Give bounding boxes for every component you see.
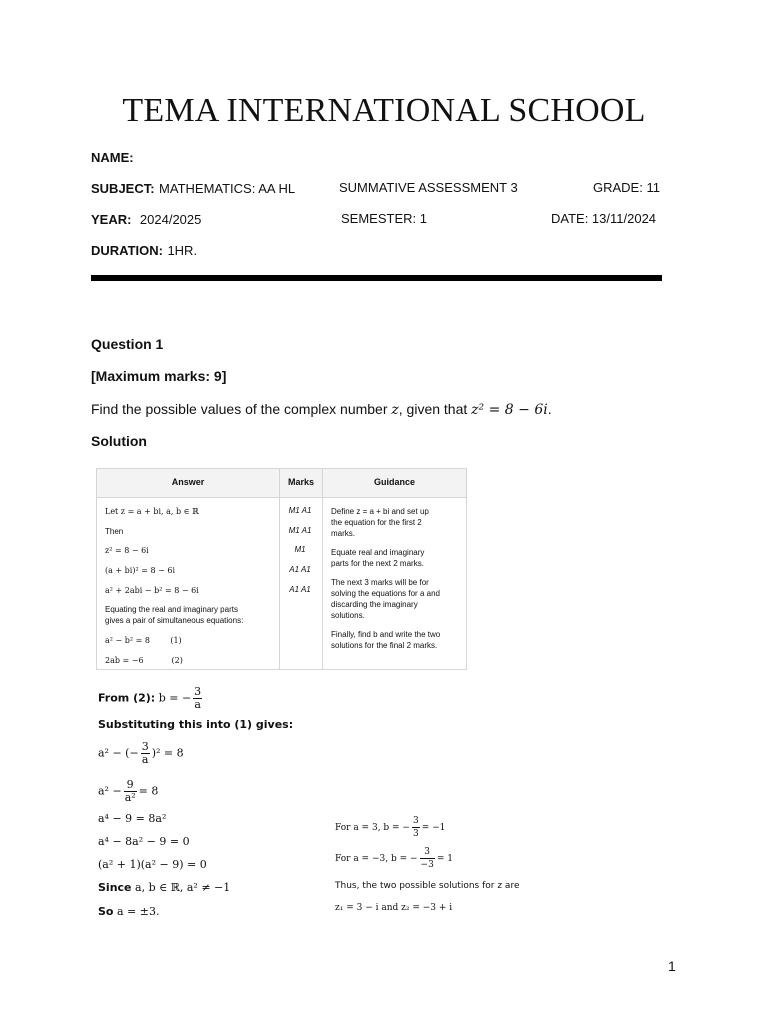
year-row [91, 211, 201, 229]
fraction: $\frac{3}{a}$ [141, 740, 149, 766]
right-working-line: For a = 3, b = − $\frac{3}{3}$ = −1 [335, 816, 446, 839]
assessment-title: SUMMATIVE ASSESSMENT 3 [339, 180, 518, 195]
working-line: a⁴ − 9 = 8a² [98, 812, 167, 825]
working-line: a² − $\frac{9}{\text{a²}}$ = 8 [98, 778, 159, 804]
answer-line: z² = 8 − 6i [105, 546, 149, 555]
header-guidance: Guidance [373, 477, 415, 487]
fraction: $\frac{3}{a}$ [194, 685, 202, 711]
right-working-line: For a = −3, b = − $\frac{3}{-3}$ = 1 [335, 847, 453, 870]
duration-value: 1HR. [167, 243, 198, 258]
working-line: Since a, b ∈ ℝ, a² ≠ −1 [98, 881, 231, 894]
right-working-line: Thus, the two possible solutions for z are [335, 881, 520, 891]
fraction: $\frac{9}{\text{a²}}$ [124, 778, 136, 804]
working-line: (a² + 1)(a² − 9) = 0 [98, 858, 207, 871]
guidance-line: parts for the next 2 marks. [331, 559, 424, 568]
working-line: From (2): b = − $\frac{3}{a}$ [98, 685, 202, 711]
question-title: Question 1 [91, 336, 164, 352]
header-answer: Answer [171, 477, 205, 487]
header-marks: Marks [287, 477, 314, 487]
page-number: 1 [668, 958, 676, 974]
column-divider [322, 469, 323, 669]
working-line: So a = ±3. [98, 905, 160, 918]
answer-line: 2ab = −6 (2) [105, 656, 183, 665]
duration-row [91, 242, 197, 260]
name-label: NAME: [91, 150, 134, 165]
header-divider [91, 275, 662, 281]
answer-line: Equating the real and imaginary parts [105, 605, 238, 614]
markscheme-table [96, 468, 467, 670]
year-value: 2024/2025 [139, 212, 202, 227]
answer-line: Let z = a + bi, a, b ∈ ℝ [105, 507, 199, 516]
question-text: Find the possible values of the complex number z, given that z² = 8 − 6i. [91, 401, 552, 418]
answer-line: a² + 2abi − b² = 8 − 6i [105, 586, 199, 595]
guidance-line: Define z = a + bi and set up [331, 507, 429, 516]
working-line: a² − (− $\frac{3}{a}$ )² = 8 [98, 740, 184, 766]
solution-label: Solution [91, 433, 147, 449]
guidance-line: Finally, find b and write the two [331, 630, 441, 639]
duration-label: DURATION: [91, 243, 163, 258]
grade: GRADE: 11 [593, 180, 660, 195]
working-line: a⁴ − 8a² − 9 = 0 [98, 835, 190, 848]
marks-cell: M1 A1 [288, 506, 312, 515]
subject-row [91, 180, 295, 198]
working-line: Substituting this into (1) gives: [98, 718, 294, 731]
school-title: TEMA INTERNATIONAL SCHOOL [122, 92, 646, 129]
right-working-line: z₁ = 3 − i and z₂ = −3 + i [335, 903, 453, 913]
guidance-line: The next 3 marks will be for [331, 578, 429, 587]
fraction: $\frac{3}{3}$ [412, 816, 419, 839]
guidance-line: solving the equations for a and [331, 589, 440, 598]
guidance-line: solutions. [331, 611, 365, 620]
guidance-line: Equate real and imaginary [331, 548, 425, 557]
answer-line: gives a pair of simultaneous equations: [105, 616, 244, 625]
guidance-line: discarding the imaginary [331, 600, 418, 609]
fraction: $\frac{3}{-3}$ [420, 847, 434, 870]
guidance-line: solutions for the final 2 marks. [331, 641, 438, 650]
guidance-line: the equation for the first 2 [331, 518, 422, 527]
guidance-line: marks. [331, 529, 355, 538]
marks-cell: A1 A1 [289, 585, 311, 594]
marks-cell: A1 A1 [289, 565, 311, 574]
answer-line: Then [105, 527, 124, 536]
date: DATE: 13/11/2024 [551, 211, 657, 226]
year-label: YEAR: [91, 212, 132, 227]
subject-label: SUBJECT: [91, 181, 155, 196]
semester: SEMESTER: 1 [341, 211, 427, 226]
answer-line: (a + bi)² = 8 − 6i [105, 566, 176, 575]
max-marks: [Maximum marks: 9] [91, 368, 227, 384]
marks-cell: M1 A1 [288, 526, 312, 535]
marks-cell: M1 [294, 545, 306, 554]
subject-value: MATHEMATICS: AA HL [159, 181, 296, 196]
answer-line: a² − b² = 8 (1) [105, 636, 182, 645]
